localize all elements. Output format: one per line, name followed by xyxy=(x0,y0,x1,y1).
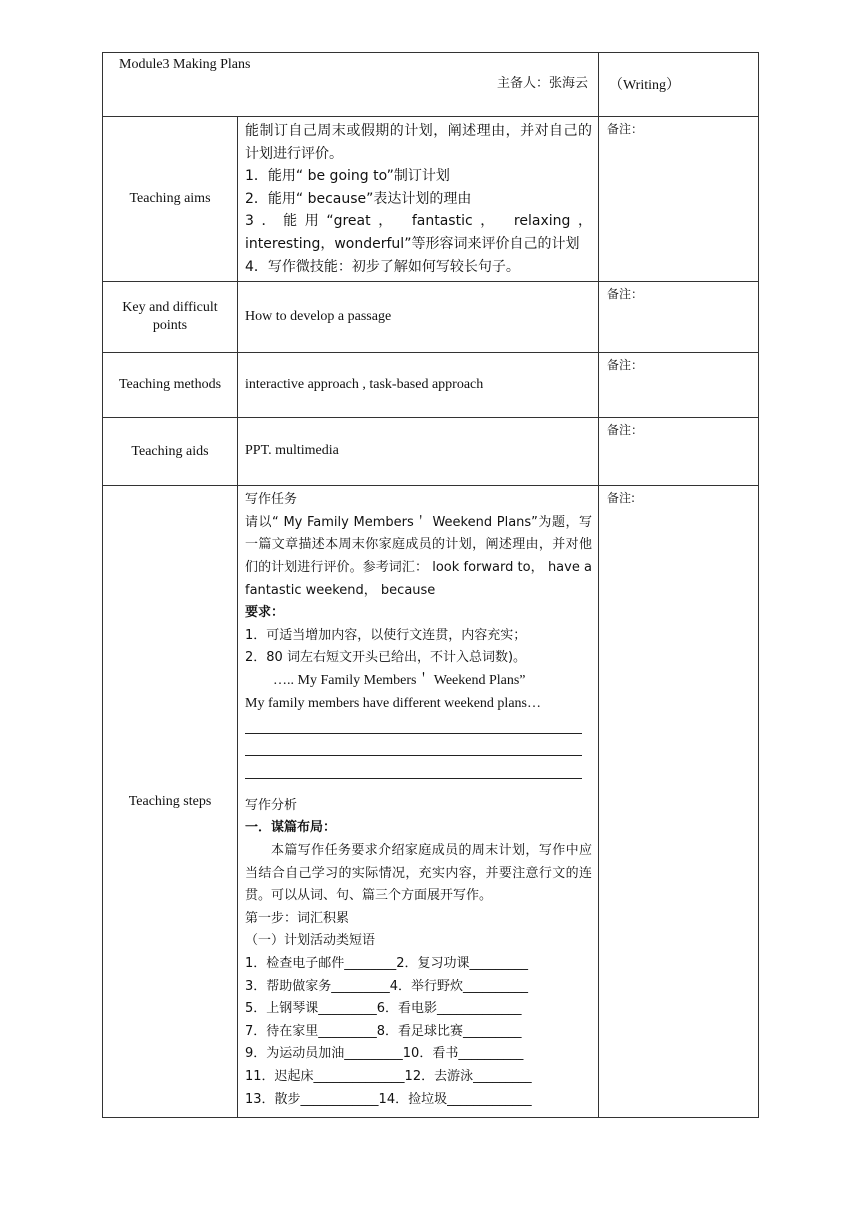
steps-note: 备注: xyxy=(599,486,759,1118)
steps-label: Teaching steps xyxy=(103,486,238,1118)
key-points-label: Key and difficult points xyxy=(103,282,238,353)
writing-line xyxy=(245,715,592,738)
aims-line: 1．能用“ be going to”制订计划 xyxy=(245,168,450,185)
key-points-row xyxy=(103,282,759,353)
aims-content xyxy=(238,117,599,282)
header-row xyxy=(103,53,759,117)
phrase-line: 3．帮助做家务_________4．举行野炊__________ xyxy=(245,978,529,994)
key-points-content: How to develop a passage xyxy=(238,282,599,353)
steps-content xyxy=(238,486,599,1118)
methods-label: Teaching methods xyxy=(103,353,238,418)
aims-line: 4．写作微技能：初步了解如何写较长句子。 xyxy=(245,258,520,275)
step-one-title: 第一步：词汇积累 xyxy=(245,910,350,926)
module-title: Module3 Making Plans xyxy=(119,57,251,72)
methods-content: interactive approach , task-based approach xyxy=(238,353,599,418)
aims-row xyxy=(103,117,759,282)
task-body: 请以“ My Family Members＇ Weekend Plans”为题，写一篇文章描述本周末你家庭成员的计划，阐述理由，并对他们的计划进行评价。参考词汇： look forward to， have a fantastic weekend， because xyxy=(245,514,593,598)
task-title: 写作任务 xyxy=(245,492,298,508)
layout-body: 本篇写作任务要求介绍家庭成员的周末计划，写作中应当结合自己学习的实际情况，充实内容，并要注意行文的连贯。可以从词、句、篇三个方面展开写作。 xyxy=(245,843,593,904)
header-left-cell xyxy=(103,53,599,117)
header-right-cell xyxy=(599,53,759,117)
phrase-category: （一）计划活动类短语 xyxy=(245,933,376,949)
layout-title: 一．谋篇布局： xyxy=(245,820,337,836)
phrase-line: 13．散步____________14．捡垃圾_____________ xyxy=(245,1091,532,1107)
writing-line xyxy=(245,760,592,783)
writing-line xyxy=(245,738,592,761)
analysis-title: 写作分析 xyxy=(245,797,298,813)
steps-row xyxy=(103,486,759,1118)
aims-line: 3．能用“great， fantastic， relaxing，interesting，wonderful”等形容词来评价自己的计划 xyxy=(245,213,593,252)
requirements-title: 要求： xyxy=(245,605,285,621)
essay-start: My family members have different weekend plans… xyxy=(245,695,541,711)
aids-note: 备注： xyxy=(599,418,759,486)
aids-row xyxy=(103,418,759,486)
phrase-line: 7．待在家里_________8．看足球比赛_________ xyxy=(245,1023,522,1039)
methods-note: 备注： xyxy=(599,353,759,418)
preparer: 主备人：张海云 xyxy=(497,76,589,91)
aims-note: 备注： xyxy=(599,117,759,282)
phrase-line: 5．上钢琴课_________6．看电影_____________ xyxy=(245,1001,522,1017)
essay-title: ….. My Family Members＇ Weekend Plans” xyxy=(273,672,526,688)
phrase-line: 9．为运动员加油_________10．看书__________ xyxy=(245,1046,524,1062)
requirement-item: 1．可适当增加内容，以使行文连贯，内容充实； xyxy=(245,627,527,643)
aims-label: Teaching aims xyxy=(103,117,238,282)
key-points-note: 备注： xyxy=(599,282,759,353)
requirement-item: 2．80 词左右短文开头已给出，不计入总词数)。 xyxy=(245,650,527,666)
aims-line: 2．能用“ because”表达计划的理由 xyxy=(245,190,472,207)
aims-line: 能制订自己周末或假期的计划，阐述理由，并对自己的计划进行评价。 xyxy=(245,123,593,162)
aids-label: Teaching aids xyxy=(103,418,238,486)
lesson-plan-table xyxy=(102,52,759,1118)
aids-content: PPT. multimedia xyxy=(238,418,599,486)
section-label: （Writing） xyxy=(609,78,680,93)
phrase-line: 1．检查电子邮件________2．复习功课_________ xyxy=(245,956,529,972)
phrase-line: 11．迟起床______________12．去游泳_________ xyxy=(245,1069,532,1084)
methods-row xyxy=(103,353,759,418)
